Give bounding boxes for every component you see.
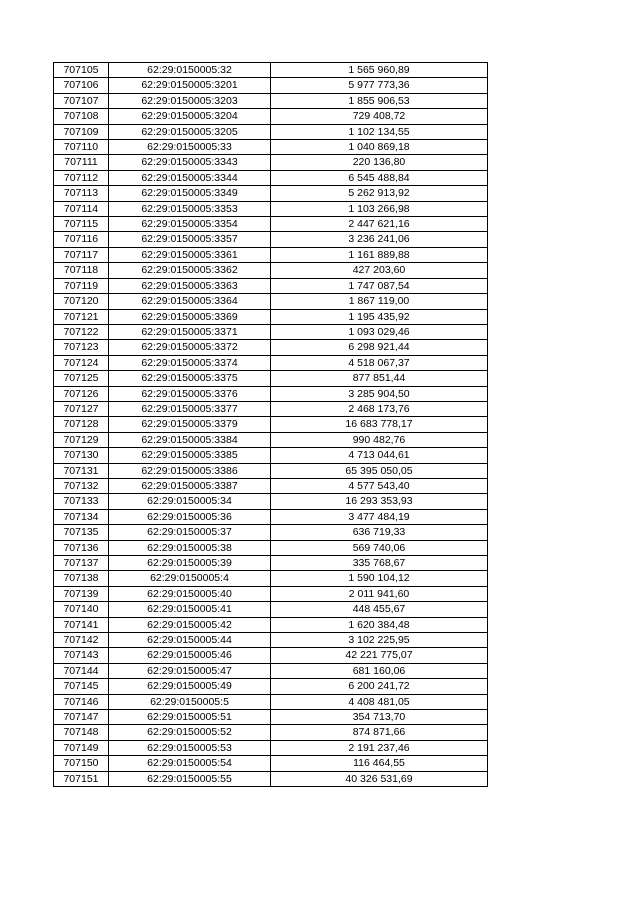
row-number-cell: 707148 — [54, 725, 109, 740]
row-number-cell: 707122 — [54, 324, 109, 339]
value-cell: 448 455,67 — [271, 602, 488, 617]
value-cell: 874 871,66 — [271, 725, 488, 740]
table-row — [54, 417, 488, 432]
value-cell: 4 518 067,37 — [271, 355, 488, 370]
value-cell: 1 590 104,12 — [271, 571, 488, 586]
cadastral-number-cell: 62:29:0150005:39 — [109, 556, 271, 571]
row-number-cell: 707110 — [54, 140, 109, 155]
table-row — [54, 571, 488, 586]
table-row — [54, 247, 488, 262]
value-cell: 1 855 906,53 — [271, 93, 488, 108]
cadastral-value-table — [53, 62, 488, 787]
value-cell: 1 103 266,98 — [271, 201, 488, 216]
table-row — [54, 525, 488, 540]
row-number-cell: 707143 — [54, 648, 109, 663]
cadastral-number-cell: 62:29:0150005:3375 — [109, 371, 271, 386]
cadastral-number-cell: 62:29:0150005:55 — [109, 771, 271, 786]
value-cell: 1 195 435,92 — [271, 309, 488, 324]
table-row — [54, 540, 488, 555]
row-number-cell: 707142 — [54, 633, 109, 648]
row-number-cell: 707132 — [54, 478, 109, 493]
value-cell: 1 093 029,46 — [271, 324, 488, 339]
row-number-cell: 707112 — [54, 170, 109, 185]
table-row — [54, 494, 488, 509]
table-row — [54, 694, 488, 709]
row-number-cell: 707125 — [54, 371, 109, 386]
cadastral-number-cell: 62:29:0150005:3372 — [109, 340, 271, 355]
row-number-cell: 707106 — [54, 78, 109, 93]
row-number-cell: 707114 — [54, 201, 109, 216]
row-number-cell: 707134 — [54, 509, 109, 524]
value-cell: 2 468 173,76 — [271, 401, 488, 416]
row-number-cell: 707116 — [54, 232, 109, 247]
value-cell: 3 477 484,19 — [271, 509, 488, 524]
table-row — [54, 740, 488, 755]
table-row — [54, 771, 488, 786]
row-number-cell: 707139 — [54, 586, 109, 601]
cadastral-number-cell: 62:29:0150005:44 — [109, 633, 271, 648]
cadastral-number-cell: 62:29:0150005:36 — [109, 509, 271, 524]
table-row — [54, 478, 488, 493]
row-number-cell: 707131 — [54, 463, 109, 478]
row-number-cell: 707108 — [54, 109, 109, 124]
table-row — [54, 756, 488, 771]
row-number-cell: 707129 — [54, 432, 109, 447]
table-row — [54, 648, 488, 663]
value-cell: 6 545 488,84 — [271, 170, 488, 185]
value-cell: 636 719,33 — [271, 525, 488, 540]
table-row — [54, 617, 488, 632]
table-row — [54, 340, 488, 355]
table-row — [54, 586, 488, 601]
table-row — [54, 448, 488, 463]
table-row — [54, 124, 488, 139]
value-cell: 427 203,60 — [271, 263, 488, 278]
cadastral-number-cell: 62:29:0150005:3374 — [109, 355, 271, 370]
value-cell: 1 867 119,00 — [271, 294, 488, 309]
value-cell: 5 977 773,36 — [271, 78, 488, 93]
cadastral-number-cell: 62:29:0150005:3369 — [109, 309, 271, 324]
row-number-cell: 707115 — [54, 217, 109, 232]
row-number-cell: 707120 — [54, 294, 109, 309]
row-number-cell: 707119 — [54, 278, 109, 293]
table-row — [54, 602, 488, 617]
cadastral-number-cell: 62:29:0150005:49 — [109, 679, 271, 694]
row-number-cell: 707124 — [54, 355, 109, 370]
table-row — [54, 386, 488, 401]
table-row — [54, 93, 488, 108]
value-cell: 990 482,76 — [271, 432, 488, 447]
table-row — [54, 140, 488, 155]
row-number-cell: 707118 — [54, 263, 109, 278]
table-row — [54, 63, 488, 78]
cadastral-number-cell: 62:29:0150005:3343 — [109, 155, 271, 170]
value-cell: 1 161 889,88 — [271, 247, 488, 262]
table-row — [54, 633, 488, 648]
row-number-cell: 707151 — [54, 771, 109, 786]
cadastral-number-cell: 62:29:0150005:3344 — [109, 170, 271, 185]
table-row — [54, 710, 488, 725]
table-row — [54, 463, 488, 478]
row-number-cell: 707146 — [54, 694, 109, 709]
table-row — [54, 401, 488, 416]
cadastral-number-cell: 62:29:0150005:54 — [109, 756, 271, 771]
cadastral-number-cell: 62:29:0150005:3353 — [109, 201, 271, 216]
row-number-cell: 707136 — [54, 540, 109, 555]
value-cell: 1 040 869,18 — [271, 140, 488, 155]
table-row — [54, 509, 488, 524]
cadastral-number-cell: 62:29:0150005:3385 — [109, 448, 271, 463]
table-body — [54, 63, 488, 787]
table-row — [54, 278, 488, 293]
table-row — [54, 217, 488, 232]
row-number-cell: 707127 — [54, 401, 109, 416]
cadastral-number-cell: 62:29:0150005:3357 — [109, 232, 271, 247]
cadastral-number-cell: 62:29:0150005:3387 — [109, 478, 271, 493]
value-cell: 729 408,72 — [271, 109, 488, 124]
row-number-cell: 707111 — [54, 155, 109, 170]
value-cell: 2 011 941,60 — [271, 586, 488, 601]
value-cell: 16 683 778,17 — [271, 417, 488, 432]
cadastral-number-cell: 62:29:0150005:4 — [109, 571, 271, 586]
value-cell: 40 326 531,69 — [271, 771, 488, 786]
table-row — [54, 170, 488, 185]
cadastral-number-cell: 62:29:0150005:3371 — [109, 324, 271, 339]
table-row — [54, 355, 488, 370]
cadastral-number-cell: 62:29:0150005:3386 — [109, 463, 271, 478]
value-cell: 2 447 621,16 — [271, 217, 488, 232]
table-row — [54, 186, 488, 201]
value-cell: 220 136,80 — [271, 155, 488, 170]
cadastral-number-cell: 62:29:0150005:3361 — [109, 247, 271, 262]
value-cell: 5 262 913,92 — [271, 186, 488, 201]
cadastral-number-cell: 62:29:0150005:34 — [109, 494, 271, 509]
table-row — [54, 155, 488, 170]
cadastral-number-cell: 62:29:0150005:3204 — [109, 109, 271, 124]
value-cell: 4 713 044,61 — [271, 448, 488, 463]
table-row — [54, 371, 488, 386]
cadastral-number-cell: 62:29:0150005:41 — [109, 602, 271, 617]
value-cell: 4 577 543,40 — [271, 478, 488, 493]
cadastral-number-cell: 62:29:0150005:51 — [109, 710, 271, 725]
cadastral-number-cell: 62:29:0150005:3354 — [109, 217, 271, 232]
table-row — [54, 263, 488, 278]
cadastral-number-cell: 62:29:0150005:3362 — [109, 263, 271, 278]
cadastral-number-cell: 62:29:0150005:38 — [109, 540, 271, 555]
table-row — [54, 201, 488, 216]
row-number-cell: 707138 — [54, 571, 109, 586]
row-number-cell: 707123 — [54, 340, 109, 355]
cadastral-number-cell: 62:29:0150005:47 — [109, 663, 271, 678]
value-cell: 354 713,70 — [271, 710, 488, 725]
cadastral-number-cell: 62:29:0150005:3363 — [109, 278, 271, 293]
value-cell: 6 298 921,44 — [271, 340, 488, 355]
row-number-cell: 707137 — [54, 556, 109, 571]
cadastral-number-cell: 62:29:0150005:3205 — [109, 124, 271, 139]
row-number-cell: 707141 — [54, 617, 109, 632]
cadastral-number-cell: 62:29:0150005:3384 — [109, 432, 271, 447]
table-row — [54, 309, 488, 324]
row-number-cell: 707133 — [54, 494, 109, 509]
row-number-cell: 707109 — [54, 124, 109, 139]
row-number-cell: 707149 — [54, 740, 109, 755]
row-number-cell: 707117 — [54, 247, 109, 262]
cadastral-number-cell: 62:29:0150005:52 — [109, 725, 271, 740]
table-row — [54, 78, 488, 93]
row-number-cell: 707145 — [54, 679, 109, 694]
table-row — [54, 324, 488, 339]
value-cell: 6 200 241,72 — [271, 679, 488, 694]
table-row — [54, 232, 488, 247]
row-number-cell: 707130 — [54, 448, 109, 463]
table-row — [54, 725, 488, 740]
value-cell: 1 747 087,54 — [271, 278, 488, 293]
cadastral-number-cell: 62:29:0150005:3349 — [109, 186, 271, 201]
cadastral-number-cell: 62:29:0150005:5 — [109, 694, 271, 709]
table-row — [54, 432, 488, 447]
row-number-cell: 707150 — [54, 756, 109, 771]
table-row — [54, 109, 488, 124]
row-number-cell: 707126 — [54, 386, 109, 401]
table-row — [54, 556, 488, 571]
row-number-cell: 707121 — [54, 309, 109, 324]
cadastral-number-cell: 62:29:0150005:53 — [109, 740, 271, 755]
value-cell: 42 221 775,07 — [271, 648, 488, 663]
row-number-cell: 707140 — [54, 602, 109, 617]
value-cell: 681 160,06 — [271, 663, 488, 678]
row-number-cell: 707147 — [54, 710, 109, 725]
cadastral-number-cell: 62:29:0150005:3203 — [109, 93, 271, 108]
cadastral-number-cell: 62:29:0150005:3201 — [109, 78, 271, 93]
value-cell: 877 851,44 — [271, 371, 488, 386]
cadastral-number-cell: 62:29:0150005:42 — [109, 617, 271, 632]
value-cell: 569 740,06 — [271, 540, 488, 555]
value-cell: 2 191 237,46 — [271, 740, 488, 755]
row-number-cell: 707135 — [54, 525, 109, 540]
cadastral-number-cell: 62:29:0150005:3377 — [109, 401, 271, 416]
table-row — [54, 679, 488, 694]
cadastral-number-cell: 62:29:0150005:3376 — [109, 386, 271, 401]
cadastral-number-cell: 62:29:0150005:3379 — [109, 417, 271, 432]
cadastral-number-cell: 62:29:0150005:3364 — [109, 294, 271, 309]
row-number-cell: 707144 — [54, 663, 109, 678]
value-cell: 1 565 960,89 — [271, 63, 488, 78]
cadastral-number-cell: 62:29:0150005:40 — [109, 586, 271, 601]
table-row — [54, 663, 488, 678]
cadastral-number-cell: 62:29:0150005:32 — [109, 63, 271, 78]
value-cell: 3 102 225,95 — [271, 633, 488, 648]
row-number-cell: 707128 — [54, 417, 109, 432]
table-row — [54, 294, 488, 309]
value-cell: 3 236 241,06 — [271, 232, 488, 247]
value-cell: 3 285 904,50 — [271, 386, 488, 401]
cadastral-number-cell: 62:29:0150005:37 — [109, 525, 271, 540]
row-number-cell: 707105 — [54, 63, 109, 78]
row-number-cell: 707107 — [54, 93, 109, 108]
value-cell: 65 395 050,05 — [271, 463, 488, 478]
value-cell: 4 408 481,05 — [271, 694, 488, 709]
row-number-cell: 707113 — [54, 186, 109, 201]
value-cell: 335 768,67 — [271, 556, 488, 571]
value-cell: 1 102 134,55 — [271, 124, 488, 139]
value-cell: 16 293 353,93 — [271, 494, 488, 509]
cadastral-number-cell: 62:29:0150005:46 — [109, 648, 271, 663]
cadastral-number-cell: 62:29:0150005:33 — [109, 140, 271, 155]
value-cell: 1 620 384,48 — [271, 617, 488, 632]
value-cell: 116 464,55 — [271, 756, 488, 771]
